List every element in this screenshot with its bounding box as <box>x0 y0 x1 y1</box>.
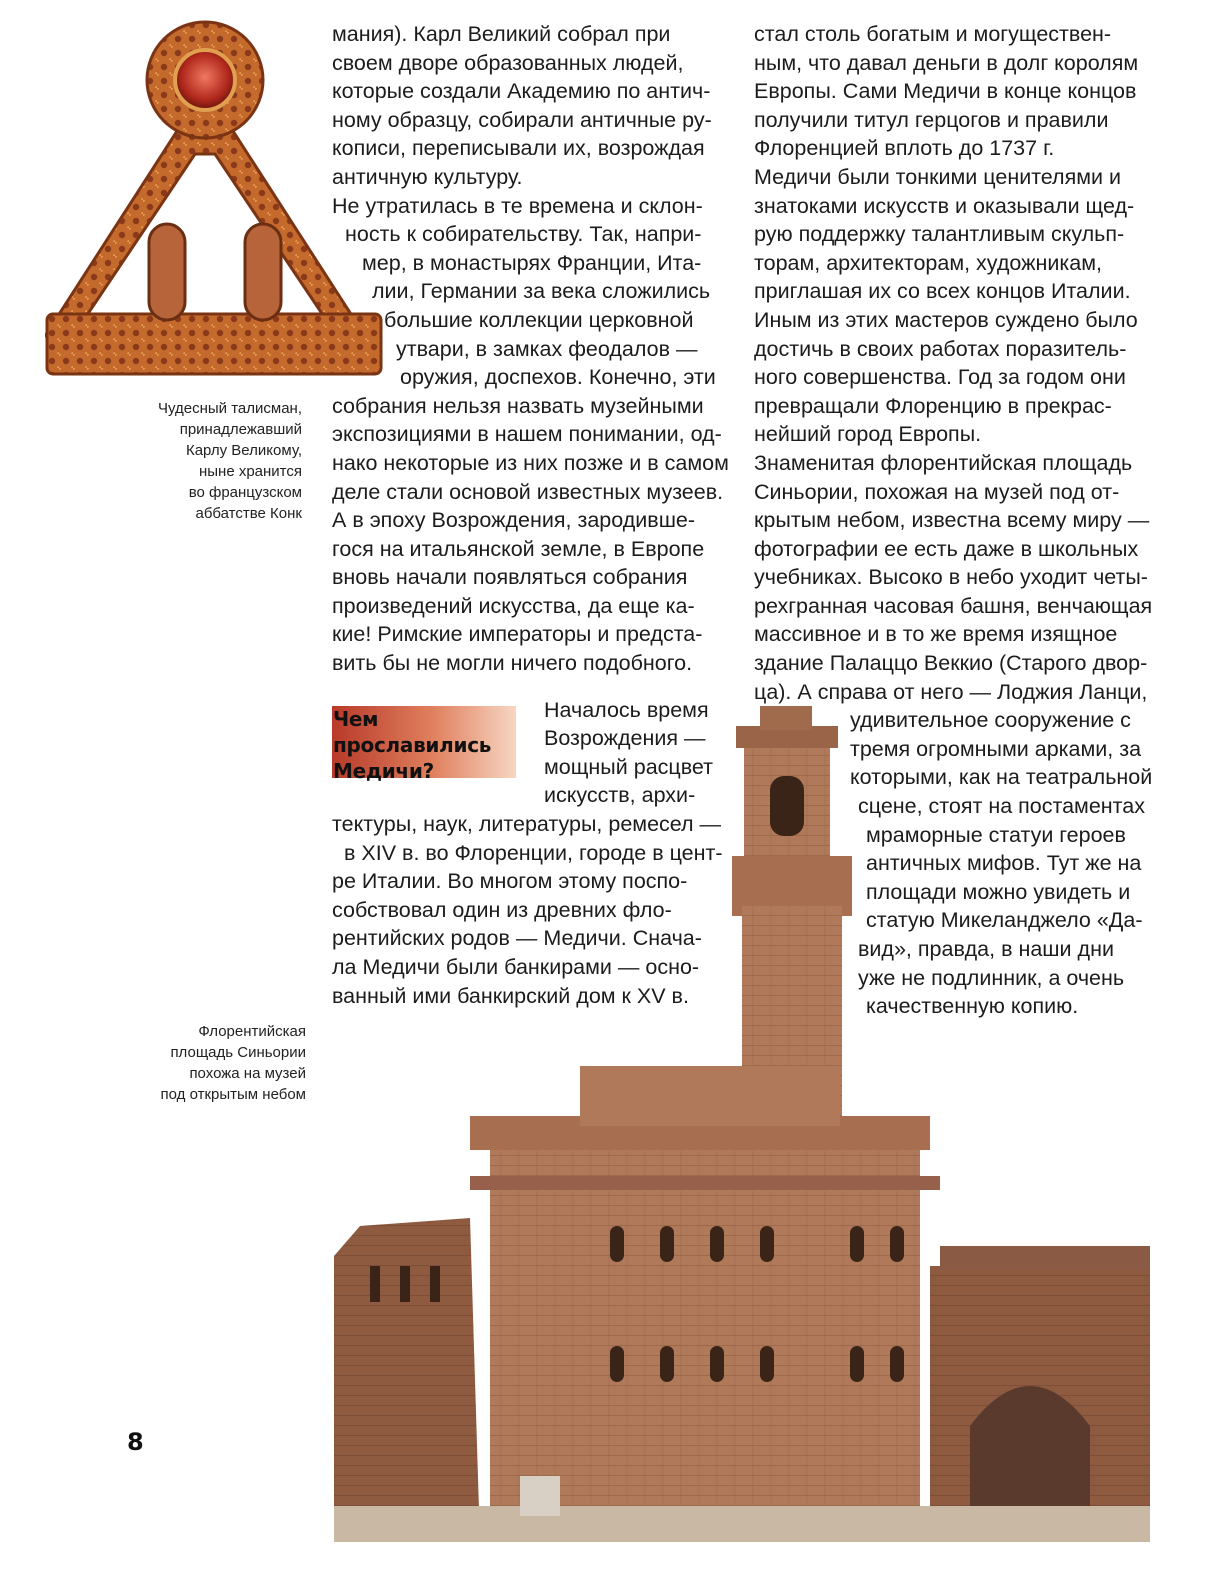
text-line: большие коллекции церковной <box>384 307 694 332</box>
text-line: тремя огромными арками, за <box>850 736 1142 761</box>
spacer <box>332 678 720 696</box>
text-line: ному образцу, собирали античные ру- <box>332 107 712 132</box>
text-line: кописи, переписывали их, возрождая <box>332 136 705 161</box>
text-line: стал столь богатым и могуществен- <box>754 22 1112 46</box>
text-line: площади можно увидеть и <box>866 879 1131 904</box>
text-line: ре Италии. Во многом этому поспо- <box>332 869 688 894</box>
text-line: собствовал один из древних фло- <box>332 897 672 922</box>
text-line: Иным из этих мастеров суждено было <box>754 307 1138 332</box>
text-line: утвари, в замках феодалов — <box>396 336 698 361</box>
text-line: рентийских родов — Медичи. Снача- <box>332 926 702 951</box>
page-number: 8 <box>127 1428 144 1456</box>
text-line: в XIV в. во Флоренции, городе в цент- <box>344 840 723 865</box>
text-line: ного совершенства. Год за годом они <box>754 365 1126 390</box>
text-line: которыми, как на театральной <box>850 765 1153 790</box>
text-line: мания). Карл Великий собрал при <box>332 22 671 46</box>
caption-line: во французском <box>188 484 302 501</box>
text-line: мер, в монастырях Франции, Ита- <box>362 250 702 275</box>
text-line: вить бы не могли ничего подобного. <box>332 651 693 676</box>
text-line: приглашая их со всех концов Италии. <box>754 279 1131 304</box>
text-line: нейший город Европы. <box>754 422 982 447</box>
caption-line: под открытым небом <box>160 1086 306 1103</box>
text-line: А в эпоху Возрождения, зародивше- <box>332 508 696 533</box>
text-line: рую поддержку талантливым скульп- <box>754 222 1125 247</box>
text-line: деле стали основой известных музеев. <box>332 479 724 504</box>
text-line: ным, что давал деньги в долг королям <box>754 50 1139 75</box>
text-line: учебниках. Высоко в небо уходит четы- <box>754 565 1148 590</box>
text-line: массивное и в то же время изящное <box>754 622 1118 647</box>
text-line: сцене, стоят на постаментах <box>858 794 1145 819</box>
text-line: вновь начали появляться собрания <box>332 565 688 590</box>
text-line: кие! Римские императоры и предста- <box>332 622 703 647</box>
caption-line: Чудесный талисман, <box>158 400 302 417</box>
text-line: Возрождения — <box>544 726 706 751</box>
caption-line: похожа на музей <box>189 1065 306 1082</box>
text-line: произведений искусства, да еще ка- <box>332 593 695 618</box>
talisman-caption <box>110 398 302 524</box>
text-line: лии, Германии за века сложились <box>372 279 711 304</box>
text-column-right <box>754 20 1153 1021</box>
text-line: мощный расцвет <box>544 754 713 779</box>
text-line: ванный ими банкирский дом к XV в. <box>332 983 689 1008</box>
caption-line: ныне хранится <box>198 463 302 480</box>
text-line: гося на итальянской земле, в Европе <box>332 536 705 561</box>
heading-line: Медичи? <box>333 759 434 783</box>
text-line: Началось время <box>544 697 709 722</box>
text-line: собрания нельзя назвать музейными <box>332 393 704 418</box>
text-line: ность к собирательству. Так, напри- <box>345 222 702 247</box>
text-line: уже не подлинник, а очень <box>858 965 1125 990</box>
text-line: превращали Флоренцию в прекрас- <box>754 393 1112 418</box>
text-line: античных мифов. Тут же на <box>866 851 1142 876</box>
text-line: Европы. Сами Медичи в конце концов <box>754 79 1137 104</box>
text-line: статую Микеланджело «Да- <box>866 908 1143 933</box>
text-line: нако некоторые из них позже и в самом <box>332 450 729 475</box>
caption-line: принадлежавший <box>179 421 302 438</box>
square-caption <box>110 1021 306 1105</box>
text-line: которые создали Академию по антич- <box>332 79 711 104</box>
text-line: удивительное сооружение с <box>850 708 1131 733</box>
text-line: Синьории, похожая на музей под от- <box>754 479 1120 504</box>
text-line: здание Палаццо Веккио (Старого двор- <box>754 651 1148 676</box>
text-line: тектуры, наук, литературы, ремесел — <box>332 812 722 837</box>
caption-line: аббатстве Конк <box>195 505 302 522</box>
text-line: античную культуру. <box>332 164 523 189</box>
text-line: рехгранная часовая башня, венчающая <box>754 593 1153 618</box>
text-line: Флоренцией вплоть до 1737 г. <box>754 136 1055 161</box>
text-line: крытым небом, известна всему миру — <box>754 508 1150 533</box>
text-line: качественную копию. <box>866 994 1079 1019</box>
caption-line: Флорентийская <box>198 1023 306 1040</box>
text-line: вид», правда, в наши дни <box>858 937 1114 961</box>
text-line: Знаменитая флорентийская площадь <box>754 450 1133 475</box>
text-line: фотографии ее есть даже в школьных <box>754 536 1139 561</box>
text-line: Не утратилась в те времена и склон- <box>332 193 703 218</box>
text-line: своем дворе образованных людей, <box>332 50 684 75</box>
heading-line: прославились <box>333 733 492 757</box>
caption-line: площадь Синьории <box>170 1044 306 1061</box>
text-line: торам, архитекторам, художникам, <box>754 250 1102 275</box>
text-line: мраморные статуи героев <box>866 822 1126 847</box>
text-line: знатоками искусств и оказывали щед- <box>754 193 1135 218</box>
text-line: ца). А справа от него — Лоджия Ланци, <box>754 679 1148 704</box>
heading-line: Чем <box>333 707 379 731</box>
text-line: искусств, архи- <box>544 783 696 808</box>
text-line: экспозициями в нашем понимании, од- <box>332 422 722 447</box>
text-line: ла Медичи были банкирами — осно- <box>332 955 700 979</box>
text-line: получили титул герцогов и правили <box>754 107 1109 132</box>
text-line: Медичи были тонкими ценителями и <box>754 164 1122 189</box>
caption-line: Карлу Великому, <box>185 442 302 459</box>
text-line: оружия, доспехов. Конечно, эти <box>400 365 716 390</box>
text-line: достичь в своих работах поразитель- <box>754 336 1127 361</box>
